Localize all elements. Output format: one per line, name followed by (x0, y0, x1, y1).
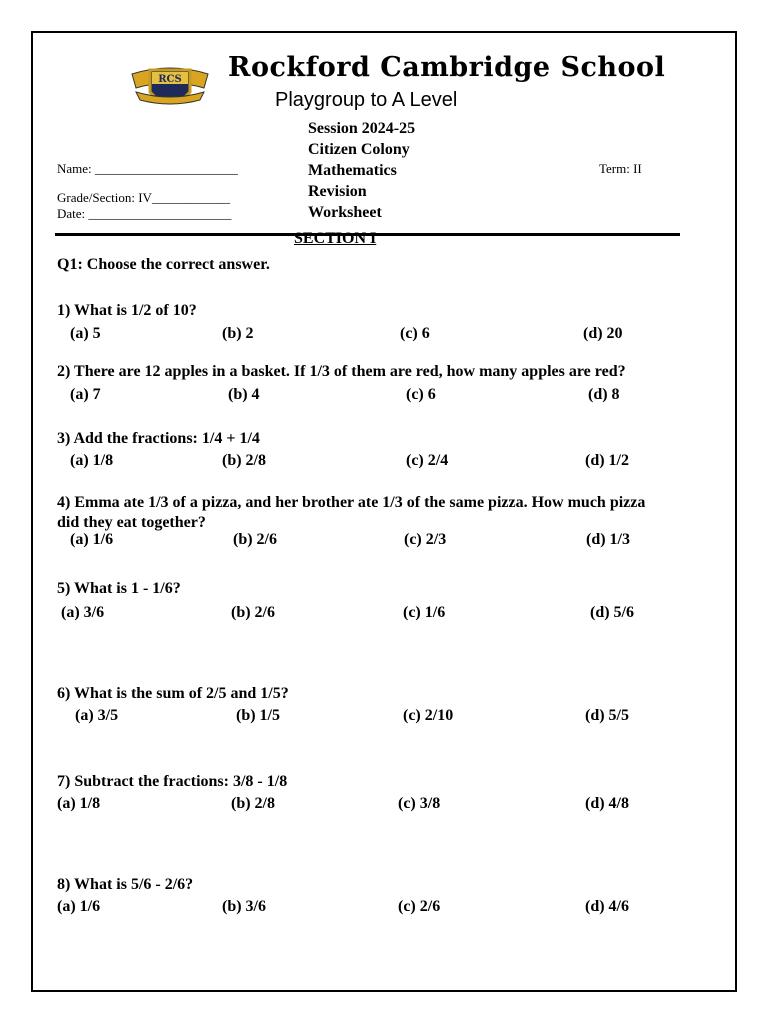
q2-option-c: (c) 6 (406, 386, 436, 403)
q3-option-a: (a) 1/8 (70, 452, 114, 469)
school-crest-logo (130, 58, 210, 116)
q5-option-c: (c) 1/6 (403, 604, 446, 621)
q7-option-b: (b) 2/8 (231, 795, 275, 812)
term-label: Term: II (599, 161, 642, 176)
question-3: 3) Add the fractions: 1/4 + 1/4 (57, 430, 260, 447)
q1-option-d: (d) 20 (583, 325, 623, 342)
q5-option-a: (a) 3/6 (61, 604, 105, 621)
q2-option-d: (d) 8 (588, 386, 620, 403)
revision-line: Revision (308, 183, 367, 200)
logo-text: RCS (158, 74, 182, 85)
q1-option-b: (b) 2 (222, 325, 254, 342)
q7-option-a: (a) 1/8 (57, 795, 101, 812)
question-2: 2) There are 12 apples in a basket. If 1/3 of them are red, how many apples are red? (57, 363, 626, 380)
section-title: SECTION I (294, 230, 377, 247)
q6-option-b: (b) 1/5 (236, 707, 280, 724)
q6-option-d: (d) 5/5 (585, 707, 629, 724)
grade-field-label: Grade/Section: IV____________ (57, 190, 230, 205)
question-4-continued: did they eat together? (57, 514, 206, 531)
q3-option-d: (d) 1/2 (585, 452, 629, 469)
q6-option-c: (c) 2/10 (403, 707, 454, 724)
q1-option-c: (c) 6 (400, 325, 430, 342)
question-5: 5) What is 1 - 1/6? (57, 580, 181, 597)
question-1: 1) What is 1/2 of 10? (57, 302, 197, 319)
worksheet-line: Worksheet (308, 204, 382, 221)
q4-option-b: (b) 2/6 (233, 531, 277, 548)
q8-option-d: (d) 4/6 (585, 898, 629, 915)
q4-option-c: (c) 2/3 (404, 531, 447, 548)
q5-option-d: (d) 5/6 (590, 604, 634, 621)
q7-option-c: (c) 3/8 (398, 795, 441, 812)
q8-option-c: (c) 2/6 (398, 898, 441, 915)
q2-option-b: (b) 4 (228, 386, 260, 403)
school-name: Rockford Cambridge School (228, 52, 666, 83)
school-subtitle: Playgroup to A Level (275, 89, 458, 111)
q2-option-a: (a) 7 (70, 386, 101, 403)
name-field-label: Name: ______________________ (57, 161, 238, 176)
question-8: 8) What is 5/6 - 2/6? (57, 876, 194, 893)
q8-option-b: (b) 3/6 (222, 898, 266, 915)
q1-option-a: (a) 5 (70, 325, 101, 342)
q7-option-d: (d) 4/8 (585, 795, 629, 812)
q4-option-a: (a) 1/6 (70, 531, 114, 548)
q3-option-b: (b) 2/8 (222, 452, 266, 469)
q5-option-b: (b) 2/6 (231, 604, 275, 621)
q4-option-d: (d) 1/3 (586, 531, 630, 548)
instruction: Q1: Choose the correct answer. (57, 256, 270, 273)
q6-option-a: (a) 3/5 (75, 707, 119, 724)
session-line: Session 2024-25 (308, 120, 416, 137)
date-field-label: Date: ______________________ (57, 206, 232, 221)
q3-option-c: (c) 2/4 (406, 452, 449, 469)
question-7: 7) Subtract the fractions: 3/8 - 1/8 (57, 773, 288, 790)
campus-line: Citizen Colony (308, 141, 410, 158)
question-6: 6) What is the sum of 2/5 and 1/5? (57, 685, 289, 702)
q8-option-a: (a) 1/6 (57, 898, 101, 915)
question-4: 4) Emma ate 1/3 of a pizza, and her brother ate 1/3 of the same pizza. How much pizza (57, 494, 646, 511)
subject-line: Mathematics (308, 162, 397, 179)
